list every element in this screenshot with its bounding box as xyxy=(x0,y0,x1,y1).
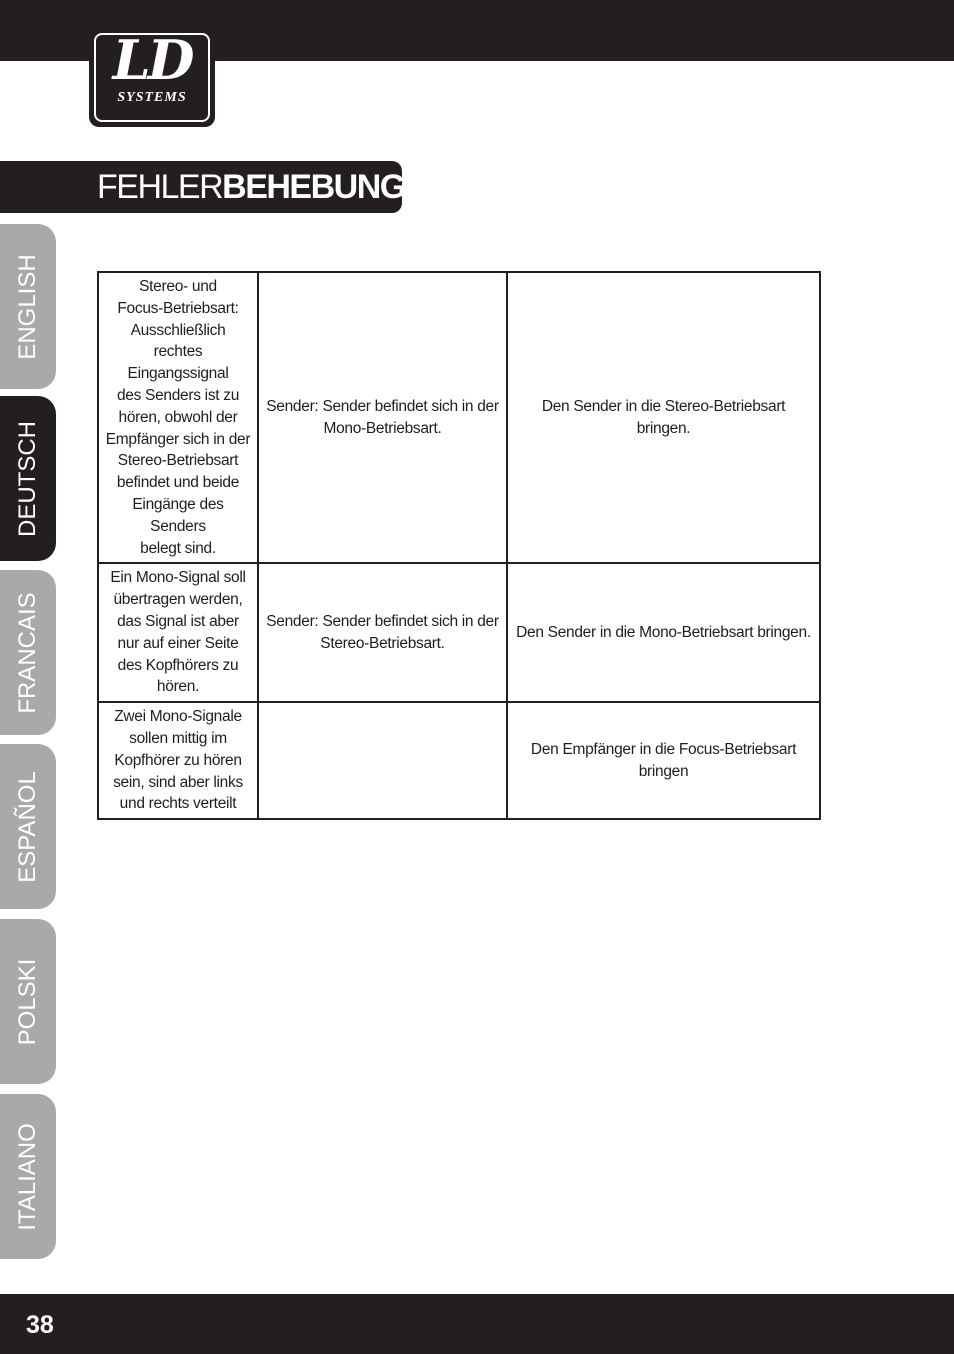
ld-systems-logo xyxy=(89,28,215,127)
title-bold-part: BEHEBUNG: xyxy=(222,168,415,206)
language-tab-label: POLSKI xyxy=(14,958,41,1045)
language-tab-label: FRANCAIS xyxy=(14,591,41,714)
problem-cell: Zwei Mono-Signale sollen mittig im Kopfhörer zu hören sein, sind aber links und rechts verteilt xyxy=(98,702,258,819)
language-tab-label: ITALIANO xyxy=(14,1122,41,1231)
cause-cell xyxy=(258,702,507,819)
solution-cell: Den Sender in die Stereo-Betriebsart bringen. xyxy=(507,272,820,563)
language-tab-label: ESPAÑOL xyxy=(14,770,41,883)
table-row xyxy=(98,272,820,563)
table-row xyxy=(98,563,820,702)
language-tab-deutsch[interactable] xyxy=(0,396,56,561)
problem-cell: Ein Mono-Signal soll übertragen werden, das Signal ist aber nur auf einer Seite des Kopfhörers zu hören. xyxy=(98,563,258,702)
troubleshooting-table xyxy=(97,271,821,820)
cause-cell: Sender: Sender befindet sich in der Mono-Betriebsart. xyxy=(258,272,507,563)
page-title xyxy=(97,167,415,207)
logo-mark: LD xyxy=(112,28,192,92)
problem-cell: Stereo- und Focus-Betriebsart: Ausschließlich rechtes Eingangssignal des Senders ist zu hören, obwohl der Empfänger sich in der Stereo-Betriebsart befindet und beide Eingänge des Senders belegt sind. xyxy=(98,272,258,563)
language-tab-italiano[interactable] xyxy=(0,1094,56,1259)
solution-cell: Den Empfänger in die Focus-Betriebsart bringen xyxy=(507,702,820,819)
language-tab-francais[interactable] xyxy=(0,570,56,735)
title-light-part: FEHLER xyxy=(97,168,223,206)
section-title-bar xyxy=(0,161,415,213)
page-number: 38 xyxy=(26,1311,54,1339)
language-tab-label: DEUTSCH xyxy=(14,420,41,537)
table-row xyxy=(98,702,820,819)
cause-cell: Sender: Sender befindet sich in der Stereo-Betriebsart. xyxy=(258,563,507,702)
language-tab-english[interactable] xyxy=(0,224,56,389)
solution-cell: Den Sender in die Mono-Betriebsart bringen. xyxy=(507,563,820,702)
language-tab-espanol[interactable] xyxy=(0,744,56,909)
language-tab-polski[interactable] xyxy=(0,919,56,1084)
language-tab-label: ENGLISH xyxy=(14,253,41,360)
logo-wordmark: SYSTEMS xyxy=(117,90,187,105)
footer-bar xyxy=(0,1294,954,1354)
